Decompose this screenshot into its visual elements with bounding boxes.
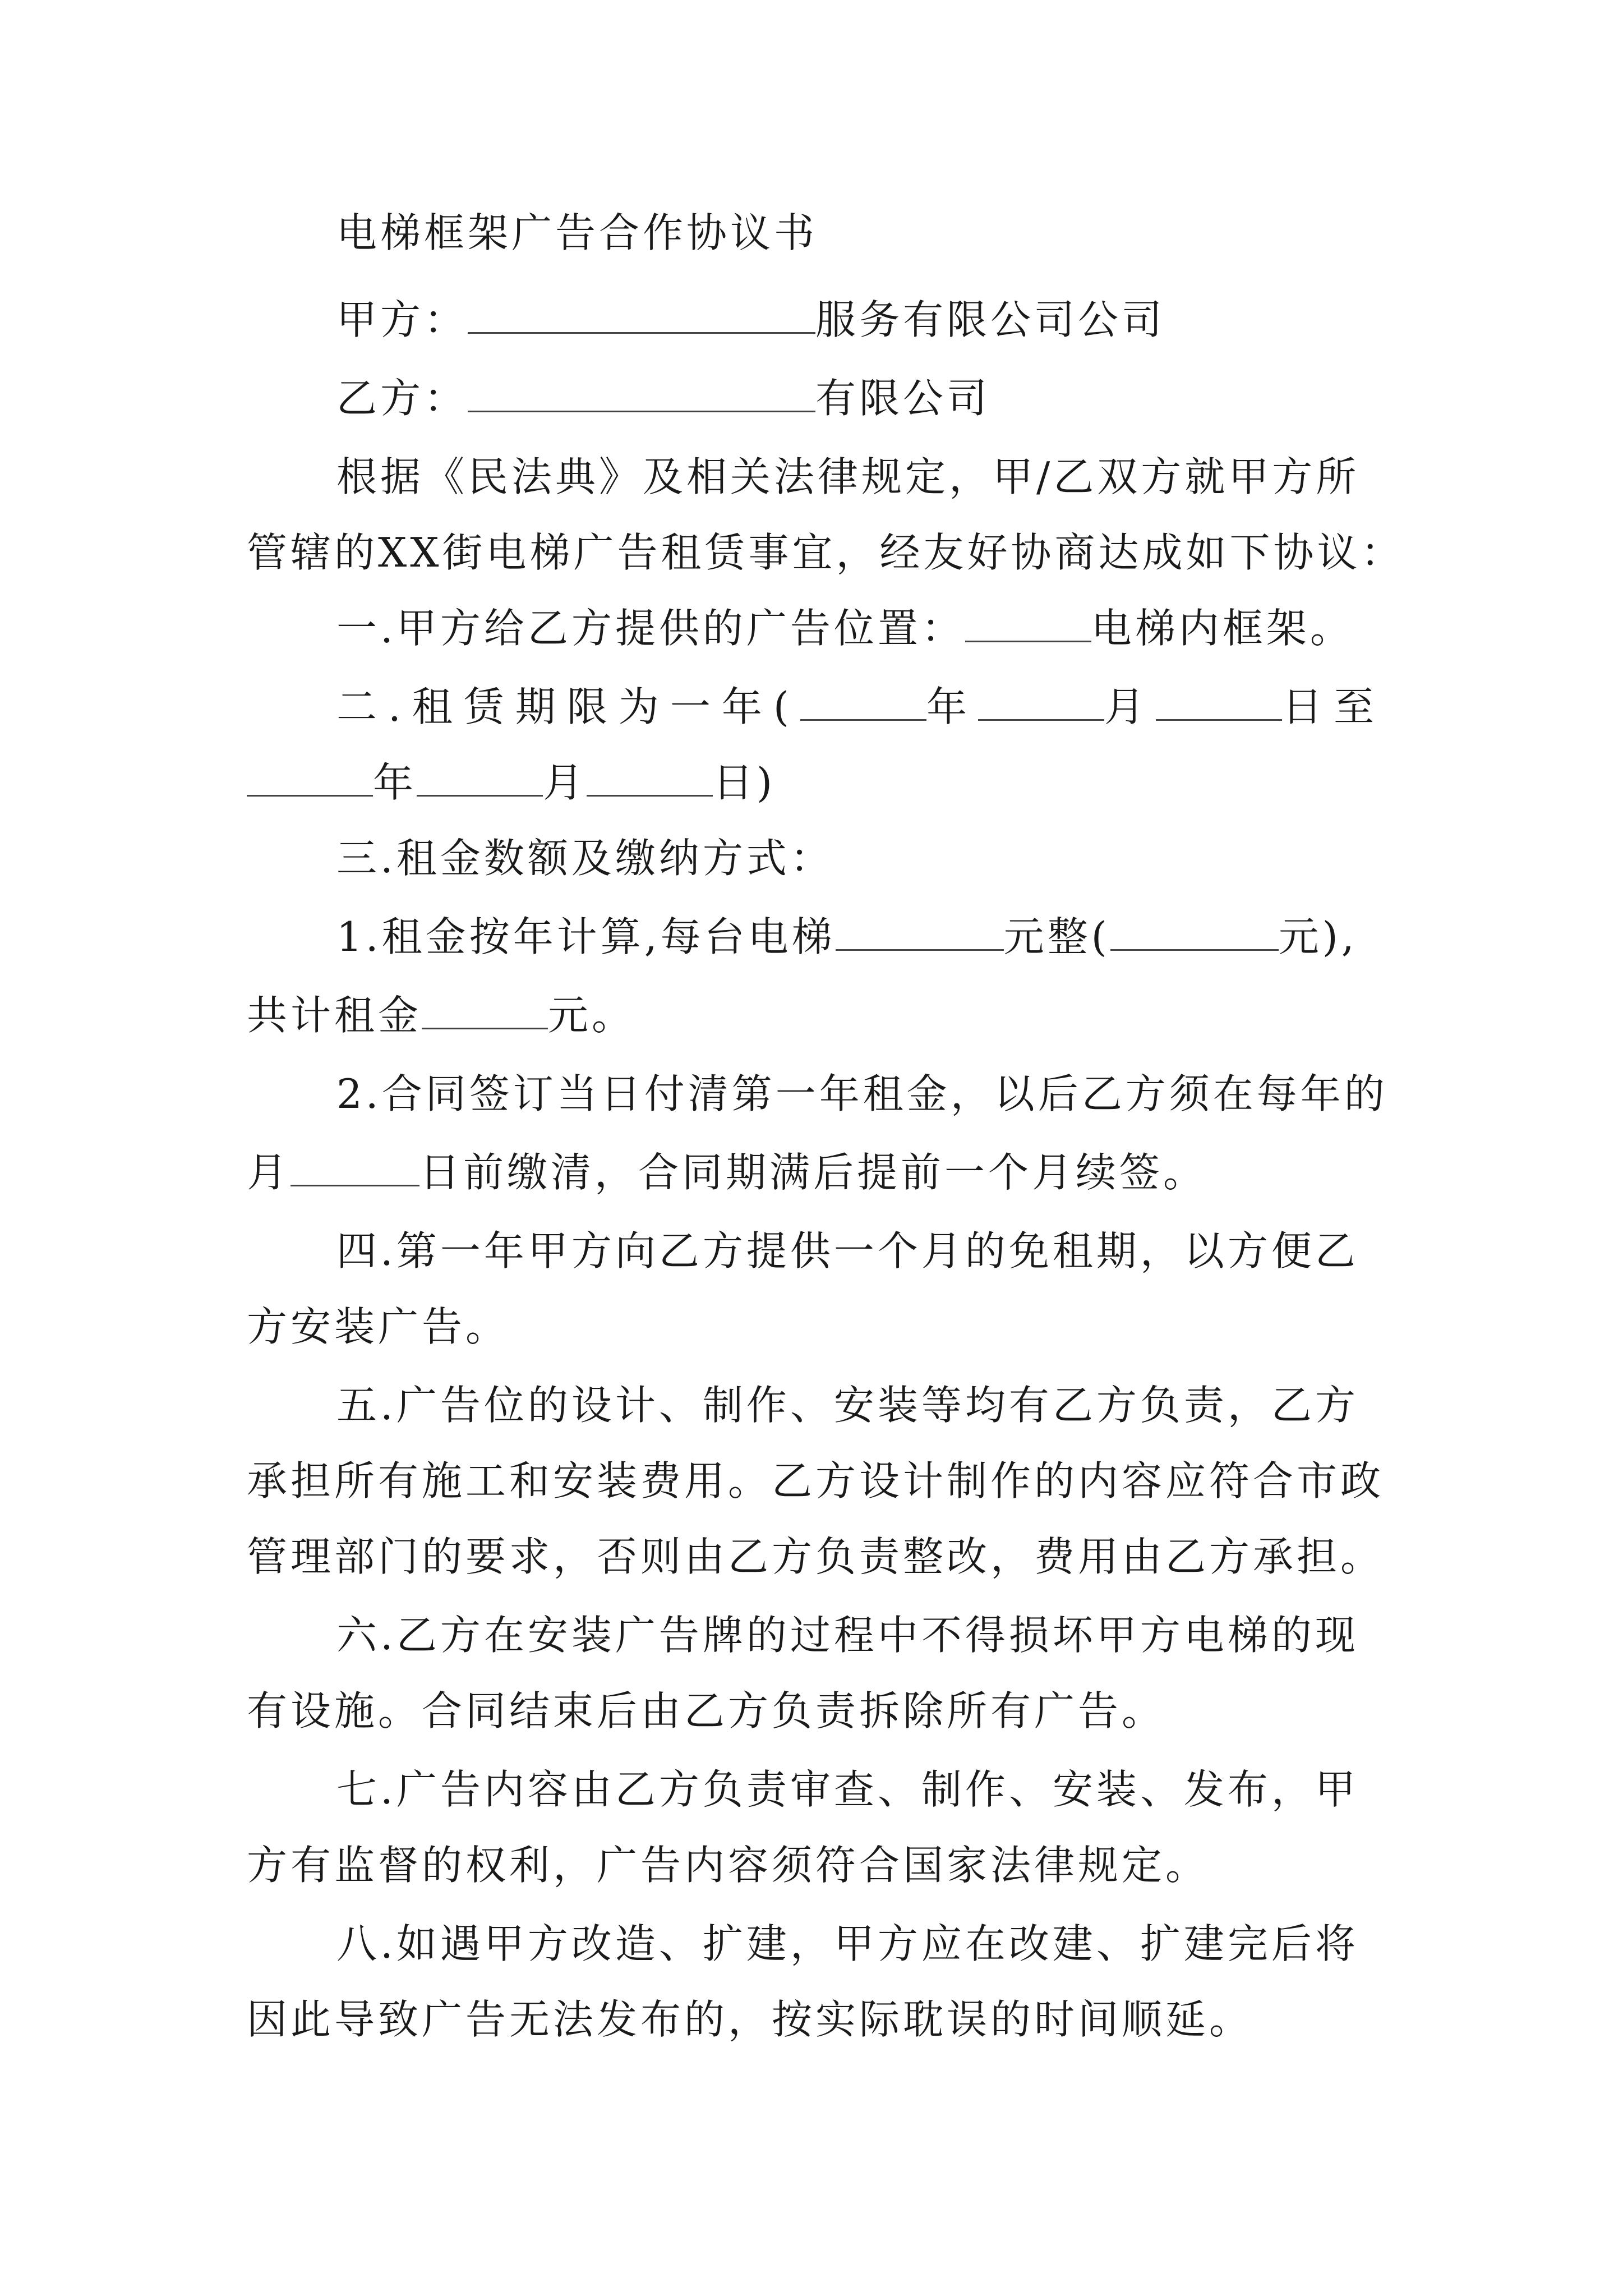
rent-end: 元),: [1278, 913, 1358, 960]
start-month-label: 月: [1104, 683, 1156, 730]
party-a-label: 甲方：: [336, 296, 468, 343]
payment-day-blank: [291, 1151, 419, 1186]
rent-uppercase-blank: [1110, 915, 1279, 951]
start-day-blank: [1156, 685, 1282, 721]
party-b-suffix: 有限公司: [815, 375, 991, 422]
clause-4-line-2: 方安装广告。: [247, 1303, 510, 1350]
clause-2-line-1: [336, 679, 1385, 735]
total-rent-prefix: 共计租金: [247, 992, 422, 1039]
clause-3-2-line-2: [247, 1144, 1207, 1200]
clause-2-line-2: [247, 754, 776, 811]
rent-per-elevator-blank: [836, 915, 1004, 951]
clause-1-suffix: 电梯内框架。: [1091, 605, 1354, 652]
total-rent-blank: [422, 994, 548, 1029]
end-month-label: 月: [543, 759, 587, 806]
rent-mid: 元整(: [1003, 913, 1110, 960]
party-b-line: [336, 370, 990, 426]
preamble-line-1: 根据《民法典》及相关法律规定，甲/乙双方就甲方所: [336, 453, 1360, 500]
end-day-label: 日): [713, 759, 776, 806]
party-a-line: [336, 292, 1165, 348]
total-rent-suffix: 元。: [548, 992, 636, 1039]
clause-3-1-line-2: [247, 987, 635, 1043]
clause-1: [336, 600, 1354, 656]
party-a-name-blank: [468, 298, 815, 334]
end-year-label: 年: [373, 759, 417, 806]
clause-1-blank: [965, 607, 1091, 642]
start-month-blank: [978, 685, 1104, 721]
clause-5-line-3: 管理部门的要求，否则由乙方负责整改，费用由乙方承担。: [247, 1533, 1385, 1580]
end-month-blank: [417, 761, 543, 797]
clause-8-line-1: 八.如遇甲方改造、扩建，甲方应在改建、扩建完后将: [336, 1920, 1359, 1967]
party-b-name-blank: [468, 377, 815, 412]
clause-6-line-2: 有设施。合同结束后由乙方负责拆除所有广告。: [247, 1687, 1166, 1734]
clause-1-prefix: 一.甲方给乙方提供的广告位置：: [336, 605, 965, 652]
party-b-label: 乙方：: [336, 375, 468, 422]
clause-3-2-line-1: 2.合同签订当日付清第一年租金，以后乙方须在每年的: [336, 1070, 1388, 1117]
clause-3-1-line-1: [336, 909, 1358, 965]
end-year-blank: [247, 761, 373, 797]
party-a-suffix: 服务有限公司公司: [815, 296, 1166, 343]
end-day-blank: [587, 761, 713, 797]
start-year-label: 年: [926, 683, 978, 730]
start-year-blank: [800, 685, 926, 721]
rent-prefix: 1.租金按年计算,每台电梯: [336, 913, 836, 960]
clause-6-line-1: 六.乙方在安装广告牌的过程中不得损坏甲方电梯的现: [336, 1612, 1359, 1659]
payment-month-label: 月: [247, 1149, 291, 1196]
clause-8-line-2: 因此导致广告无法发布的，按实际耽误的时间顺延。: [247, 1996, 1253, 2043]
clause-4-line-1: 四.第一年甲方向乙方提供一个月的免租期，以方便乙: [336, 1227, 1359, 1274]
clause-7-line-2: 方有监督的权利，广告内容须符合国家法律规定。: [247, 1842, 1210, 1889]
clause-7-line-1: 七.广告内容由乙方负责审查、制作、安装、发布，甲: [336, 1766, 1359, 1813]
clause-2-prefix: 二.租赁期限为一年(: [336, 683, 800, 730]
preamble-line-2: 管辖的XX街电梯广告租赁事宜，经友好协商达成如下协议：: [247, 529, 1405, 576]
payment-suffix: 日前缴清，合同期满后提前一个月续签。: [419, 1149, 1207, 1196]
clause-5-line-1: 五.广告位的设计、制作、安装等均有乙方负责，乙方: [336, 1382, 1359, 1429]
document-title: 电梯框架广告合作协议书: [336, 209, 818, 256]
clause-5-line-2: 承担所有施工和安装费用。乙方设计制作的内容应符合市政: [247, 1457, 1385, 1504]
start-day-label: 日至: [1282, 683, 1386, 730]
clause-3-title: 三.租金数额及缴纳方式：: [336, 835, 834, 882]
